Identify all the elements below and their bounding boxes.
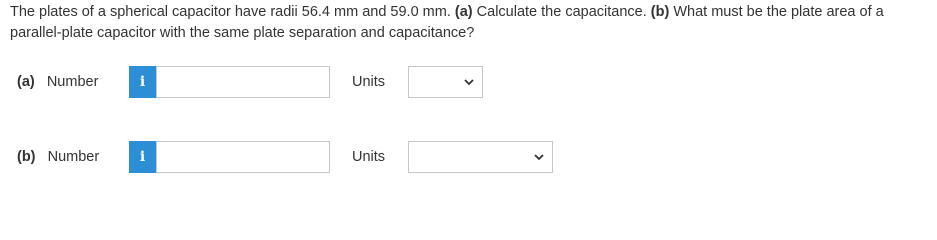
info-button-a[interactable] xyxy=(129,66,156,98)
part-b-tag: (b) xyxy=(650,4,670,20)
answer-tag-b: (b) xyxy=(17,149,36,165)
question-intro: The plates of a spherical capacitor have radii 56.4 mm and 59.0 mm. xyxy=(10,4,451,20)
info-icon: i xyxy=(139,74,146,90)
part-b-prompt: What must be the plate area of a parallel-plate capacitor with the same plate separation and capacitance? xyxy=(10,4,884,41)
answer-tag-a: (a) xyxy=(17,74,35,90)
answer-row-b xyxy=(0,141,937,175)
units-label-b: Units xyxy=(352,149,386,165)
info-icon: i xyxy=(139,149,146,165)
answer-label-a xyxy=(17,74,98,90)
number-input-b[interactable] xyxy=(156,141,330,173)
question-text xyxy=(10,2,935,44)
chevron-down-icon xyxy=(464,77,474,87)
number-label-a: Number xyxy=(46,74,99,90)
units-select-a[interactable] xyxy=(408,66,483,98)
part-a-tag: (a) xyxy=(454,4,473,20)
info-button-b[interactable] xyxy=(129,141,156,173)
number-label-b: Number xyxy=(47,149,100,165)
answer-label-b xyxy=(17,149,99,165)
number-input-a[interactable] xyxy=(156,66,330,98)
units-select-b[interactable] xyxy=(408,141,553,173)
answer-row-a xyxy=(0,66,937,100)
part-a-prompt: Calculate the capacitance. xyxy=(476,4,647,20)
units-label-a: Units xyxy=(352,74,386,90)
chevron-down-icon xyxy=(534,152,544,162)
